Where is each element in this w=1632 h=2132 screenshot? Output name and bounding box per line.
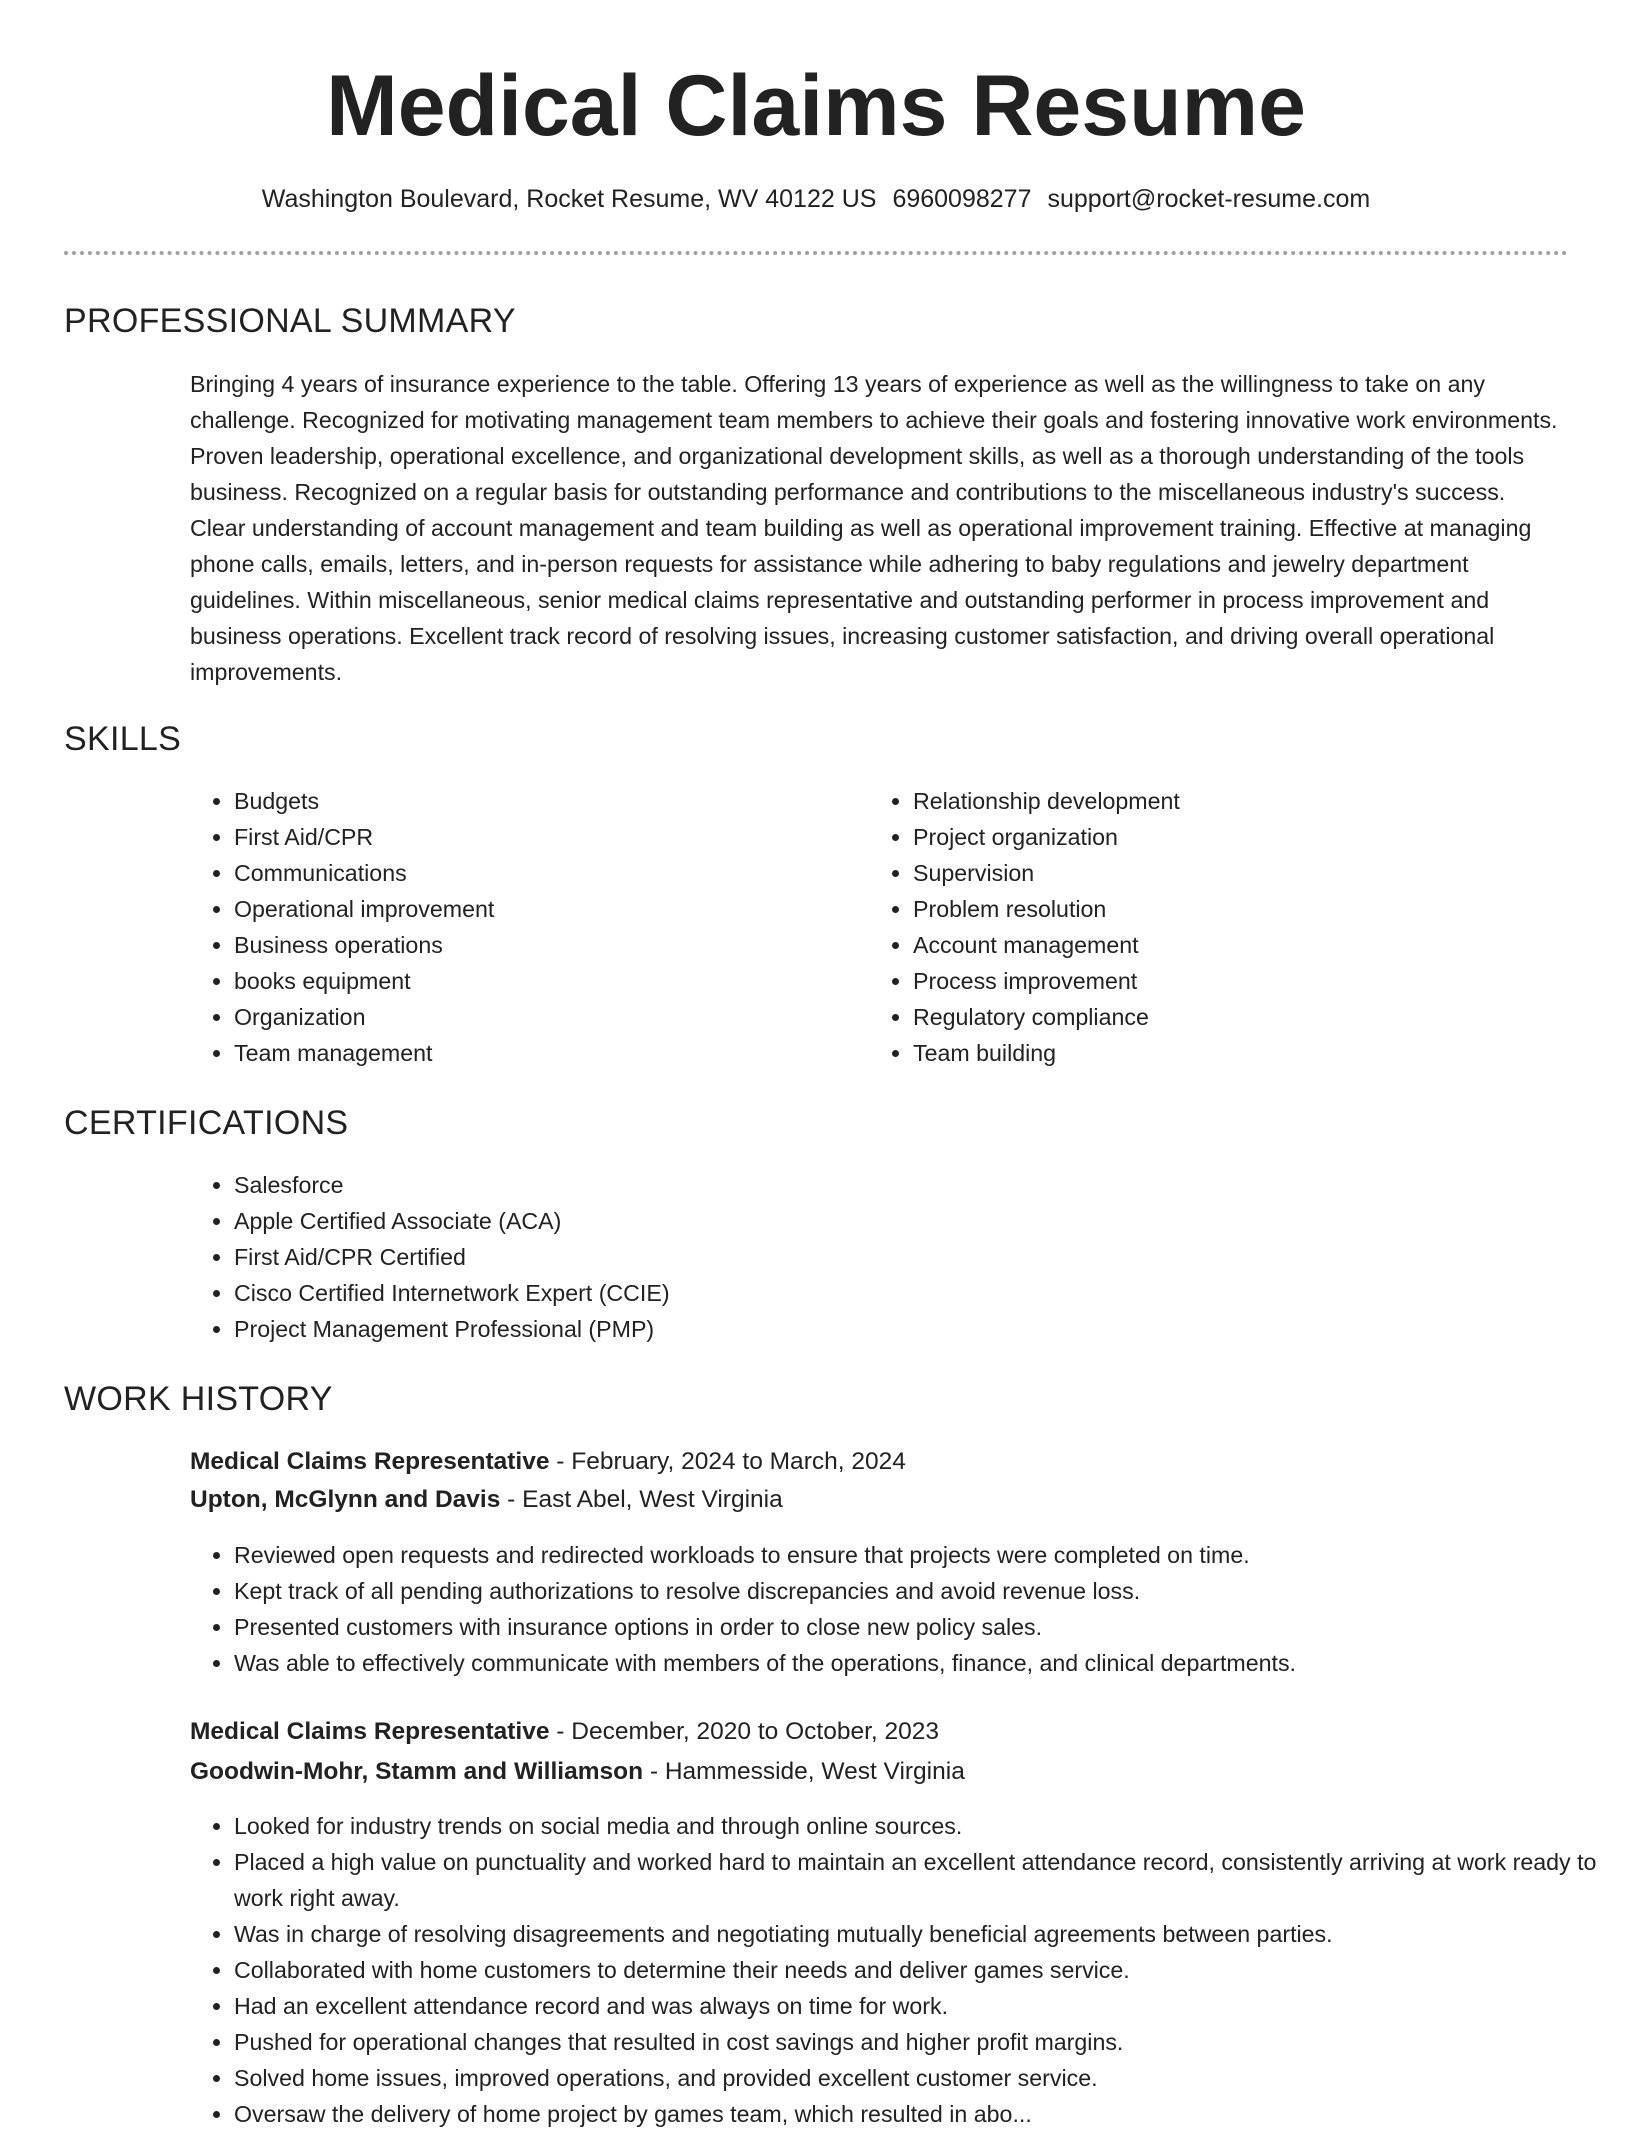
job-duty-item: • Reviewed open requests and redirected workloads to ensure that projects were completed on time. <box>234 1537 1614 1573</box>
job-company: Goodwin-Mohr, Stamm and Williamson <box>190 1758 644 1785</box>
skill-item: • Budgets <box>234 783 854 819</box>
section-title-work-history: WORK HISTORY <box>64 1380 333 1418</box>
skill-item: • Team management <box>234 1035 854 1071</box>
job-duty-item: • Oversaw the delivery of home project by games team, which resulted in abo... <box>234 2096 1614 2132</box>
certification-item: • Apple Certified Associate (ACA) <box>234 1203 1534 1239</box>
skill-item: • Organization <box>234 999 854 1035</box>
certification-item: • Salesforce <box>234 1167 1534 1203</box>
skill-item: • Supervision <box>913 855 1533 891</box>
skills-list-right <box>869 783 1533 1071</box>
skill-item: • Process improvement <box>913 963 1533 999</box>
job-title-line <box>190 1714 939 1750</box>
job-duty-item: • Placed a high value on punctuality and worked hard to maintain an excellent attendance record, consistently arriving at work ready to work right away. <box>234 1844 1614 1916</box>
contact-email: support@rocket-resume.com <box>1047 185 1371 213</box>
job-duties-list <box>190 1808 1614 2132</box>
certifications-list <box>190 1167 1534 1347</box>
skill-item: • Problem resolution <box>913 891 1533 927</box>
certification-item: • First Aid/CPR Certified <box>234 1239 1534 1275</box>
job-dates: - December, 2020 to October, 2023 <box>549 1718 940 1745</box>
job-location: - Hammesside, West Virginia <box>643 1758 965 1785</box>
certification-item: • Project Management Professional (PMP) <box>234 1311 1534 1347</box>
job-duty-item: • Was able to effectively communicate with members of the operations, finance, and clinical departments. <box>234 1645 1614 1681</box>
skill-item: • Operational improvement <box>234 891 854 927</box>
job-title: Medical Claims Representative <box>190 1718 550 1745</box>
job-location: - East Abel, West Virginia <box>500 1486 783 1513</box>
section-title-summary: PROFESSIONAL SUMMARY <box>64 302 516 340</box>
contact-line <box>0 182 1632 216</box>
job-title-line <box>190 1444 906 1480</box>
job-title: Medical Claims Representative <box>190 1448 550 1475</box>
job-duty-item: • Kept track of all pending authorizations to resolve discrepancies and avoid revenue loss. <box>234 1573 1614 1609</box>
job-duties-list <box>190 1537 1614 1681</box>
skill-item: • Business operations <box>234 927 854 963</box>
resume-title: Medical Claims Resume <box>326 58 1306 154</box>
job-duty-item: • Pushed for operational changes that resulted in cost savings and higher profit margins. <box>234 2024 1614 2060</box>
section-title-certifications: CERTIFICATIONS <box>64 1104 349 1142</box>
job-duty-item: • Solved home issues, improved operations, and provided excellent customer service. <box>234 2060 1614 2096</box>
contact-address: Washington Boulevard, Rocket Resume, WV 40122 US <box>261 185 877 213</box>
contact-phone: 6960098277 <box>892 185 1032 213</box>
job-duty-item: • Had an excellent attendance record and was always on time for work. <box>234 1988 1614 2024</box>
skill-item: • Communications <box>234 855 854 891</box>
job-duty-item: • Presented customers with insurance options in order to close new policy sales. <box>234 1609 1614 1645</box>
skill-item: • Team building <box>913 1035 1533 1071</box>
skill-item: • First Aid/CPR <box>234 819 854 855</box>
section-title-skills: SKILLS <box>64 720 182 758</box>
job-duty-item: • Collaborated with home customers to determine their needs and deliver games service. <box>234 1952 1614 1988</box>
skill-item: • Relationship development <box>913 783 1533 819</box>
skill-item: • books equipment <box>234 963 854 999</box>
skill-item: • Regulatory compliance <box>913 999 1533 1035</box>
job-duty-item: • Looked for industry trends on social media and through online sources. <box>234 1808 1614 1844</box>
summary-text: Bringing 4 years of insurance experience to the table. Offering 13 years of experience as well as the willingness to take on any challenge. Recognized for motivating management team members to achieve their goals and fostering innovative work environments. Proven leadership, operational excellence, and organizational development skills, as well as a thorough understanding of the tools business. Recognized on a regular basis for outstanding performance and contributions to the miscellaneous industry's success. Clear understanding of account management and team building as well as operational improvement training. Effective at managing phone calls, emails, letters, and in-person requests for assistance while adhering to baby regulations and jewelry department guidelines. Within miscellaneous, senior medical claims representative and outstanding performer in process improvement and business operations. Excellent track record of resolving issues, increasing customer satisfaction, and driving overall operational improvements. <box>190 371 1558 685</box>
certification-item: • Cisco Certified Internetwork Expert (CCIE) <box>234 1275 1534 1311</box>
job-dates: - February, 2024 to March, 2024 <box>549 1448 906 1475</box>
job-duty-item: • Was in charge of resolving disagreements and negotiating mutually beneficial agreements between parties. <box>234 1916 1614 1952</box>
header-divider <box>64 251 1568 255</box>
job-company: Upton, McGlynn and Davis <box>190 1486 501 1513</box>
job-company-line <box>190 1482 783 1518</box>
job-company-line <box>190 1754 965 1790</box>
skills-list-left <box>190 783 854 1071</box>
skill-item: • Project organization <box>913 819 1533 855</box>
skill-item: • Account management <box>913 927 1533 963</box>
